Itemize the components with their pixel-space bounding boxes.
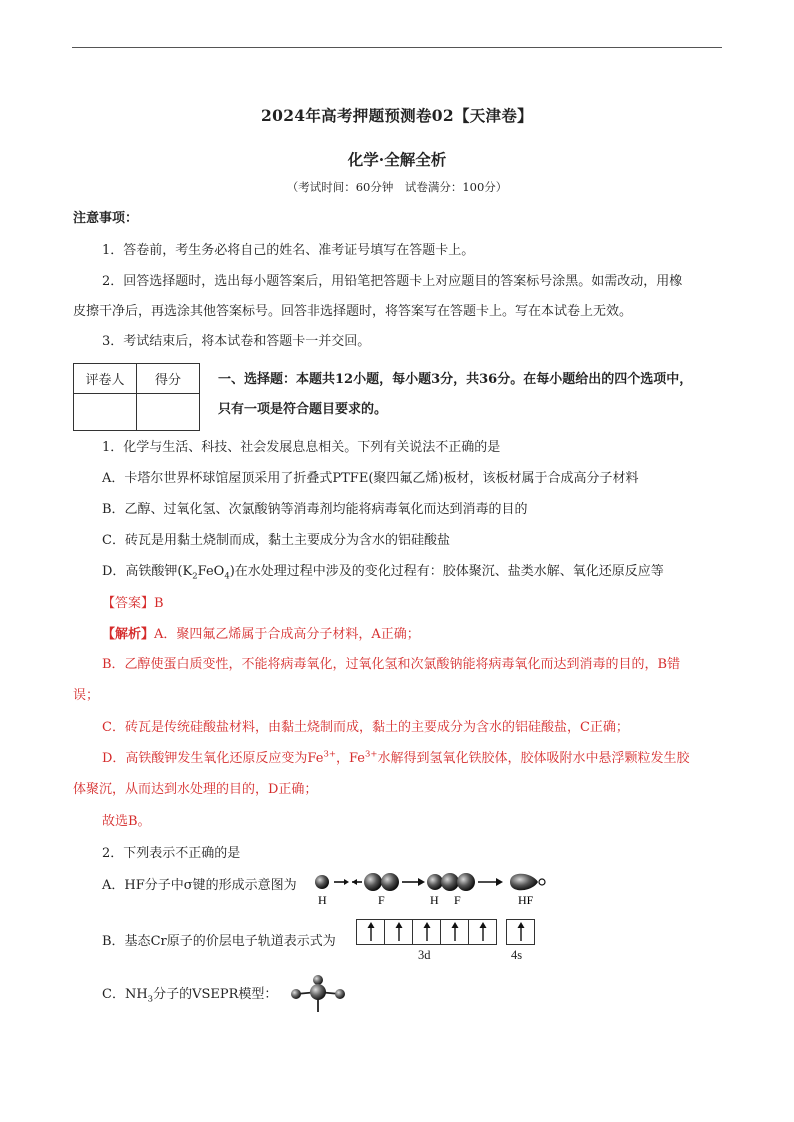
q2-option-b bbox=[102, 934, 336, 950]
q1-explanation-b-line1: B．乙醇使蛋白质变性，不能将病毒氧化，过氧化氢和次氯酸钠能将病毒氧化而达到消毒的目的，B错 bbox=[102, 657, 681, 672]
hf-sigma-bond bbox=[510, 874, 538, 891]
q1-option-d bbox=[102, 564, 664, 580]
overlap-h-orbital bbox=[427, 874, 443, 890]
q1-explanation-b-line2: 误； bbox=[73, 688, 100, 703]
sigma-bond-diagram bbox=[310, 868, 550, 908]
notice-item-2-line2: 皮擦干净后，再选涂其他答案标号。回答非选择题时，将答案写在答题卡上。写在本试卷上无效。 bbox=[73, 304, 633, 319]
spin-up-arrow-icon bbox=[394, 922, 404, 942]
overlap-f-lobe-2 bbox=[457, 873, 475, 891]
q1-explanation-c: C．砖瓦是传统硅酸盐材料，由黏土烧制而成，黏土的主要成分为含水的铝硅酸盐，C正确； bbox=[102, 720, 629, 735]
spin-up-arrow-icon bbox=[478, 922, 488, 942]
reaction-arrow-1-head bbox=[418, 878, 425, 886]
q1-exp-d-pre: D．高铁酸钾发生氧化还原反应变为Fe bbox=[102, 751, 324, 766]
orbital-4s-box bbox=[506, 919, 535, 945]
orbital-3d-cell-1 bbox=[357, 920, 385, 944]
notice-item-1: 1．答卷前，考生务必将自己的姓名、准考证号填写在答题卡上。 bbox=[102, 243, 475, 258]
q1-exp-d-sup2: 3+ bbox=[364, 749, 378, 760]
q2-option-c-post: 分子的VSEPR模型： bbox=[153, 987, 278, 1002]
vsepr-central-atom bbox=[310, 984, 326, 1000]
q1-option-d-sub1: 2 bbox=[192, 571, 198, 582]
q1-option-d-pre: D．高铁酸钾(K bbox=[102, 564, 193, 579]
q2-option-a: A．HF分子中σ键的形成示意图为 bbox=[102, 878, 297, 893]
overlap-f-lobe-1 bbox=[441, 873, 459, 891]
orbital-3d-box bbox=[356, 919, 497, 945]
f-p-orbital-lobe-1 bbox=[364, 873, 382, 891]
label-hf: HF bbox=[518, 893, 534, 907]
approach-arrows bbox=[334, 879, 362, 885]
q1-explanation-d-line2: 体聚沉，从而达到水处理的目的，D正确； bbox=[73, 782, 318, 797]
q1-option-d-post: )在水处理过程中涉及的变化过程有：胶体聚沉、盐类水解、氧化还原反应等 bbox=[229, 564, 664, 579]
q1-explanation-a-text: A．聚四氟乙烯属于合成高分子材料，A正确； bbox=[154, 627, 420, 642]
header-rule bbox=[72, 47, 722, 48]
notice-heading: 注意事项： bbox=[73, 211, 139, 226]
label-f-2: F bbox=[454, 893, 461, 907]
label-f-1: F bbox=[378, 893, 385, 907]
q1-conclusion: 故选B。 bbox=[102, 814, 151, 829]
vsepr-top-atom bbox=[313, 975, 323, 985]
score-table bbox=[73, 363, 200, 431]
page-title: 2024年高考押题预测卷02【天津卷】 bbox=[261, 106, 533, 125]
q2-option-c-pre: C．NH bbox=[102, 987, 148, 1002]
section-heading-line2: 只有一项是符合题目要求的。 bbox=[218, 402, 388, 417]
q2-option-c-sub: 3 bbox=[147, 994, 154, 1005]
q1-option-d-sub2: 4 bbox=[224, 571, 230, 582]
spin-up-arrow-icon bbox=[366, 922, 376, 942]
notice-item-3: 3．考试结束后，将本试卷和答题卡一并交回。 bbox=[102, 334, 371, 349]
spin-up-arrow-icon bbox=[422, 922, 432, 942]
orbital-4s-label: 4s bbox=[511, 948, 523, 962]
q2-stem: 2．下列表示不正确的是 bbox=[102, 846, 241, 861]
spin-up-arrow-icon bbox=[516, 922, 526, 942]
vsepr-model-diagram bbox=[286, 974, 350, 1016]
page-subtitle: 化学·全解全析 bbox=[347, 150, 447, 169]
hf-small-lobe bbox=[539, 879, 545, 885]
q1-exp-d-sup1: 3+ bbox=[323, 749, 336, 760]
q1-explanation-a bbox=[102, 627, 420, 643]
orbital-3d-label: 3d bbox=[418, 948, 431, 962]
orbital-3d-cell-2 bbox=[385, 920, 413, 944]
notice-item-2-line1: 2．回答选择题时，选出每小题答案后，用铅笔把答题卡上对应题目的答案标号涂黑。如需改动，用橡 bbox=[102, 274, 683, 289]
q1-explanation-d-line1 bbox=[102, 751, 690, 767]
q1-answer: 【答案】B bbox=[102, 596, 164, 611]
spin-up-arrow-icon bbox=[450, 922, 460, 942]
q1-explanation-label: 【解析】 bbox=[102, 627, 155, 642]
score-table-grader-cell bbox=[74, 394, 137, 431]
f-p-orbital-lobe-2 bbox=[381, 873, 399, 891]
score-table-grader-header: 评卷人 bbox=[74, 364, 137, 394]
q1-exp-d-post: 水解得到氢氧化铁胶体，胶体吸附水中悬浮颗粒发生胶 bbox=[377, 751, 690, 766]
q1-exp-d-mid: ，Fe bbox=[335, 751, 365, 766]
orbital-3d-cell-5 bbox=[469, 920, 496, 944]
reaction-arrow-2-head bbox=[496, 878, 503, 886]
orbital-3d-cell-3 bbox=[413, 920, 441, 944]
section-heading-line1: 一、选择题：本题共12小题，每小题3分，共36分。在每小题给出的四个选项中， bbox=[218, 372, 693, 387]
orbital-3d-cell-4 bbox=[441, 920, 469, 944]
q2-option-b-post: 原子的价层电子轨道表示式为 bbox=[166, 934, 336, 949]
q2-option-c bbox=[102, 987, 277, 1003]
h-atom-orbital bbox=[315, 875, 329, 889]
q1-option-a: A．卡塔尔世界杯球馆屋顶采用了折叠式PTFE(聚四氟乙烯)板材，该板材属于合成高分子材料 bbox=[102, 471, 639, 486]
label-h-2: H bbox=[430, 893, 439, 907]
exam-info: （考试时间：60分钟 试卷满分：100分） bbox=[286, 180, 508, 194]
score-table-score-cell bbox=[137, 394, 200, 431]
vsepr-right-atom bbox=[335, 989, 345, 999]
q1-option-d-mid: FeO bbox=[197, 564, 225, 579]
score-table-score-header: 得分 bbox=[137, 364, 200, 394]
label-h-1: H bbox=[318, 893, 327, 907]
q1-option-b: B．乙醇、过氧化氢、次氯酸钠等消毒剂均能将病毒氧化而达到消毒的目的 bbox=[102, 502, 528, 517]
orbital-4s-cell bbox=[507, 920, 534, 944]
q2-option-b-element: Cr bbox=[150, 934, 167, 949]
vsepr-left-atom bbox=[291, 989, 301, 999]
q1-option-c: C．砖瓦是用黏土烧制而成，黏土主要成分为含水的铝硅酸盐 bbox=[102, 533, 450, 548]
q2-option-b-pre: B．基态 bbox=[102, 934, 151, 949]
q1-stem: 1．化学与生活、科技、社会发展息息相关。下列有关说法不正确的是 bbox=[102, 440, 501, 455]
